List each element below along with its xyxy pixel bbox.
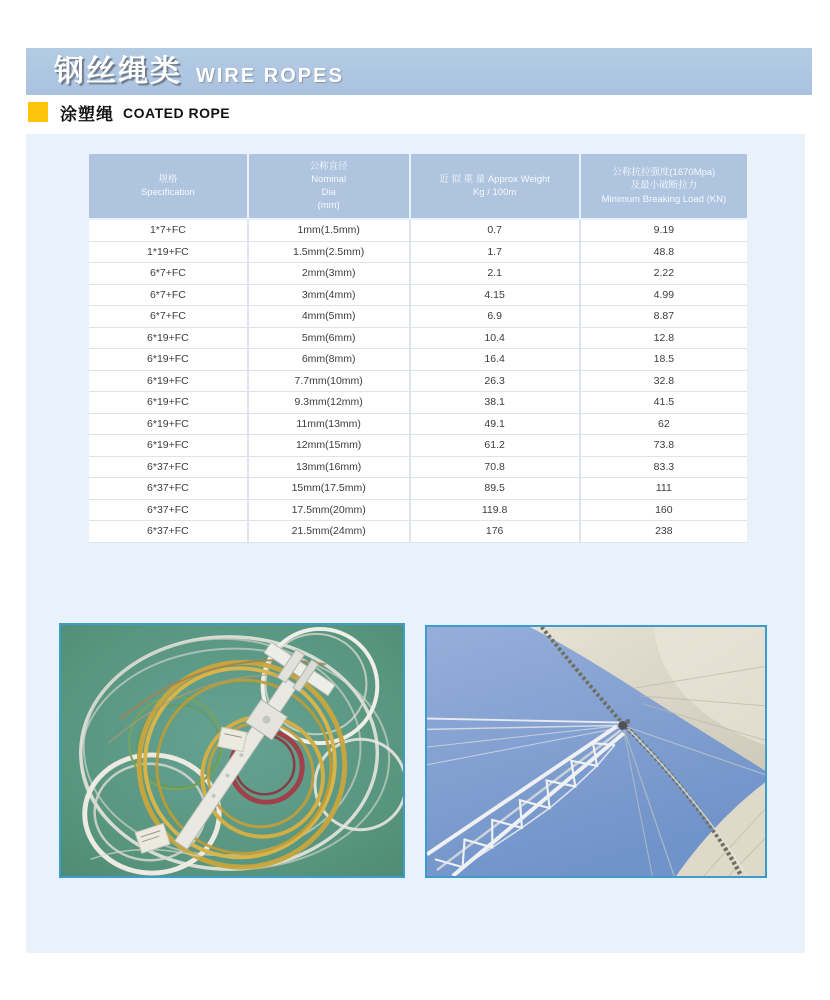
table-cell: 6mm(8mm) — [249, 349, 409, 370]
table-row — [89, 263, 747, 284]
table-cell: 6*37+FC — [89, 500, 247, 521]
table-cell: 15mm(17.5mm) — [249, 478, 409, 499]
yellow-bullet-icon — [28, 102, 48, 122]
table-cell: 4.15 — [411, 285, 579, 306]
table-row — [89, 306, 747, 327]
table-row — [89, 457, 747, 478]
table-row — [89, 371, 747, 392]
table-cell: 48.8 — [581, 242, 747, 263]
table-cell: 6*37+FC — [89, 521, 247, 542]
table-cell: 6*37+FC — [89, 478, 247, 499]
table-cell: 3mm(4mm) — [249, 285, 409, 306]
table-cell: 62 — [581, 414, 747, 435]
table-cell: 160 — [581, 500, 747, 521]
table-cell: 11mm(13mm) — [249, 414, 409, 435]
table-cell: 1.7 — [411, 242, 579, 263]
table-cell: 10.4 — [411, 328, 579, 349]
table-cell: 38.1 — [411, 392, 579, 413]
table-cell: 2.1 — [411, 263, 579, 284]
table-cell: 111 — [581, 478, 747, 499]
table-cell: 176 — [411, 521, 579, 542]
table-header-cell: 规格 Specification — [89, 154, 247, 218]
table-cell: 32.8 — [581, 371, 747, 392]
table-cell: 238 — [581, 521, 747, 542]
table-cell: 13mm(16mm) — [249, 457, 409, 478]
table-header — [89, 154, 747, 218]
table-cell: 16.4 — [411, 349, 579, 370]
table-cell: 4mm(5mm) — [249, 306, 409, 327]
table-cell: 8.87 — [581, 306, 747, 327]
table-cell: 6*7+FC — [89, 306, 247, 327]
table-cell: 5mm(6mm) — [249, 328, 409, 349]
table-row — [89, 220, 747, 241]
table-cell: 6*7+FC — [89, 263, 247, 284]
table-cell: 17.5mm(20mm) — [249, 500, 409, 521]
table-cell: 70.8 — [411, 457, 579, 478]
table-row — [89, 478, 747, 499]
table-cell: 6*19+FC — [89, 392, 247, 413]
table-cell: 61.2 — [411, 435, 579, 456]
table-cell: 119.8 — [411, 500, 579, 521]
section-title-chinese: 涂塑绳 — [60, 104, 114, 124]
page-title-chinese: 钢丝绳类 — [54, 54, 182, 88]
table-cell: 21.5mm(24mm) — [249, 521, 409, 542]
table-cell: 12.8 — [581, 328, 747, 349]
page-title-english: WIRE ROPES — [196, 64, 344, 87]
section-title-english: COATED ROPE — [123, 105, 231, 121]
table-cell: 1.5mm(2.5mm) — [249, 242, 409, 263]
table-cell: 2.22 — [581, 263, 747, 284]
table-header-cell: 近 似 重 量 Approx Weight Kg / 100m — [411, 154, 579, 218]
table-row — [89, 500, 747, 521]
photo-wire-rope-coils — [59, 623, 405, 878]
table-cell: 6*19+FC — [89, 371, 247, 392]
table-cell: 1mm(1.5mm) — [249, 220, 409, 241]
section-heading — [28, 101, 230, 123]
table-cell: 0.7 — [411, 220, 579, 241]
table-cell: 12mm(15mm) — [249, 435, 409, 456]
table-row — [89, 285, 747, 306]
table-cell: 6.9 — [411, 306, 579, 327]
table-cell: 83.3 — [581, 457, 747, 478]
table-row — [89, 414, 747, 435]
table-cell: 49.1 — [411, 414, 579, 435]
table-cell: 6*19+FC — [89, 349, 247, 370]
wire-rope-coils-illustration — [61, 625, 403, 876]
table-body — [89, 220, 747, 543]
table-header-cell: 公称抗拉强度(1670Mpa) 及最小破断拉力 Minimum Breaking Load (KN) — [581, 154, 747, 218]
table-cell: 4.99 — [581, 285, 747, 306]
table-row — [89, 392, 747, 413]
table-cell: 18.5 — [581, 349, 747, 370]
table-cell: 89.5 — [411, 478, 579, 499]
photo-membrane-mast — [425, 625, 767, 878]
table-cell: 1*7+FC — [89, 220, 247, 241]
table-cell: 1*19+FC — [89, 242, 247, 263]
table-cell: 2mm(3mm) — [249, 263, 409, 284]
table-cell: 9.3mm(12mm) — [249, 392, 409, 413]
table-row — [89, 435, 747, 456]
table-row — [89, 328, 747, 349]
table-cell: 7.7mm(10mm) — [249, 371, 409, 392]
membrane-mast-illustration — [427, 627, 765, 876]
table-cell: 6*19+FC — [89, 414, 247, 435]
table-cell: 73.8 — [581, 435, 747, 456]
table-cell: 9.19 — [581, 220, 747, 241]
table-row — [89, 521, 747, 542]
table-header-cell: 公称直径 Nominal Dia (mm) — [249, 154, 409, 218]
table-cell: 6*7+FC — [89, 285, 247, 306]
specification-table — [89, 154, 747, 543]
table-cell: 6*37+FC — [89, 457, 247, 478]
table-cell: 41.5 — [581, 392, 747, 413]
table-cell: 6*19+FC — [89, 435, 247, 456]
title-band — [26, 48, 812, 95]
table-row — [89, 242, 747, 263]
table-row — [89, 349, 747, 370]
table-cell: 26.3 — [411, 371, 579, 392]
table-cell: 6*19+FC — [89, 328, 247, 349]
